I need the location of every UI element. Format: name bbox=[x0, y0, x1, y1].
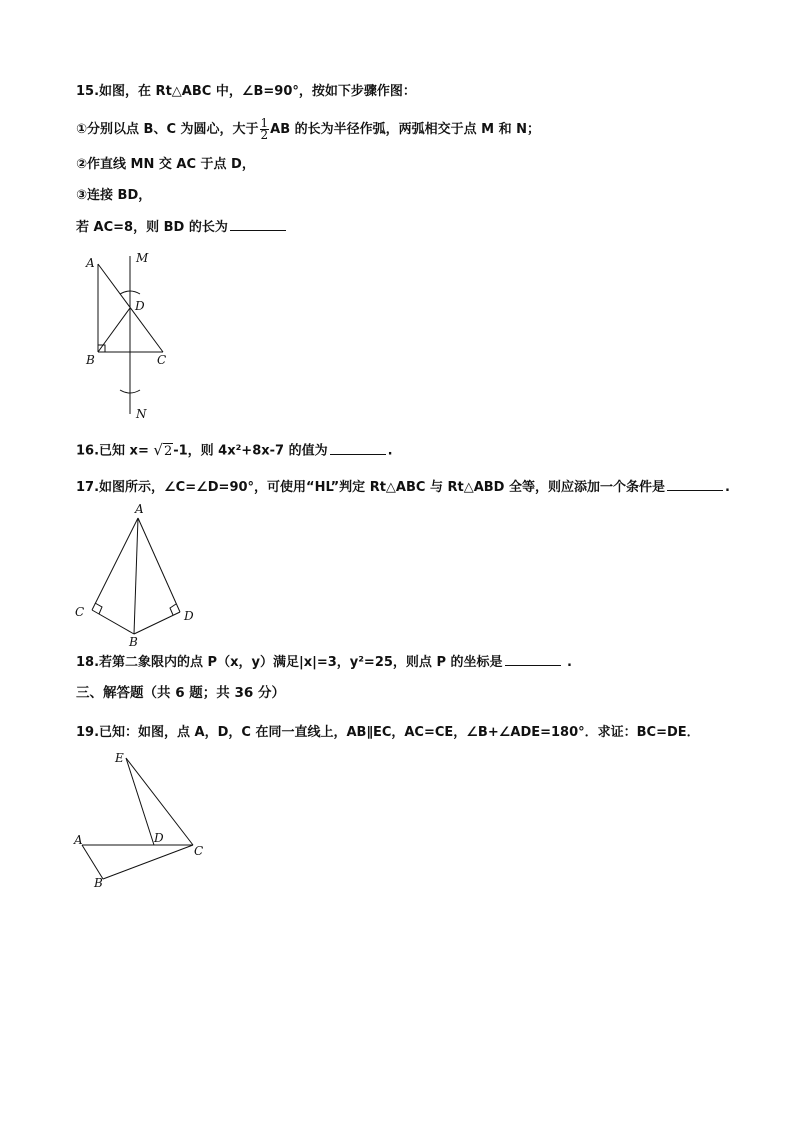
answer-blank[interactable] bbox=[667, 478, 723, 491]
label-m: M bbox=[136, 251, 149, 265]
segment-ad bbox=[138, 518, 180, 612]
label-n: N bbox=[136, 407, 147, 421]
q15-figure bbox=[80, 248, 170, 423]
q18-stem bbox=[76, 653, 572, 672]
sqrt-expression: √2 bbox=[153, 441, 173, 459]
q19-figure bbox=[70, 745, 220, 895]
q17-stem bbox=[76, 478, 730, 497]
label-a: A bbox=[135, 502, 144, 516]
q16-period: . bbox=[387, 443, 393, 459]
label-c: C bbox=[157, 353, 167, 367]
label-b: B bbox=[94, 876, 103, 890]
segment-ab bbox=[134, 518, 138, 634]
label-d: D bbox=[184, 609, 194, 623]
q17-period: . bbox=[725, 480, 730, 495]
fraction-numerator: 1 bbox=[260, 116, 269, 130]
label-d: D bbox=[135, 299, 145, 313]
segment-ed bbox=[126, 758, 154, 845]
label-c: C bbox=[194, 844, 204, 858]
segment-ac bbox=[92, 518, 138, 610]
label-a: A bbox=[74, 833, 83, 847]
right-angle-mark-d bbox=[170, 604, 176, 615]
q15-step1-text-a: ①分别以点 B、C 为圆心，大于 bbox=[76, 122, 259, 137]
radicand: 2 bbox=[163, 444, 173, 459]
q16-stem bbox=[76, 441, 393, 461]
answer-blank[interactable] bbox=[505, 653, 561, 666]
fraction-denominator: 2 bbox=[260, 128, 269, 142]
q15-stem: 15.如图，在 Rt△ABC 中，∠B=90°，按如下步骤作图： bbox=[76, 84, 416, 99]
label-a: A bbox=[86, 256, 95, 270]
label-b: B bbox=[129, 635, 138, 649]
q15-step1-text-b: AB 的长为半径作弧，两弧相交于点 M 和 N； bbox=[270, 122, 541, 137]
q18-period: . bbox=[567, 655, 572, 670]
q19-stem: 19.已知：如图，点 A，D，C 在同一直线上，AB∥EC，AC=CE，∠B+∠ADE=180°．求证：BC=DE． bbox=[76, 725, 700, 740]
label-b: B bbox=[86, 353, 95, 367]
q15-step3: ③连接 BD， bbox=[76, 188, 152, 203]
q17-figure bbox=[70, 500, 200, 650]
q17-text: 17.如图所示，∠C=∠D=90°，可使用“HL”判定 Rt△ABC 与 Rt△ABD 全等，则应添加一个条件是 bbox=[76, 480, 665, 495]
q15-step1 bbox=[76, 118, 540, 141]
fraction-one-half bbox=[260, 118, 270, 141]
segment-db bbox=[134, 612, 180, 634]
label-e: E bbox=[115, 751, 124, 765]
answer-blank[interactable] bbox=[230, 218, 286, 231]
segment-cb bbox=[92, 610, 134, 634]
label-c: C bbox=[75, 605, 85, 619]
segment-ab bbox=[82, 845, 103, 879]
segment-bc bbox=[103, 845, 193, 879]
q18-text: 18.若第二象限内的点 P（x，y）满足|x|=3，y²=25，则点 P 的坐标是 bbox=[76, 655, 503, 670]
q15-step2: ②作直线 MN 交 AC 于点 D， bbox=[76, 157, 255, 172]
q16-text-b: -1，则 4x²+8x-7 的值为 bbox=[173, 443, 328, 459]
q15-question-text: 若 AC=8，则 BD 的长为 bbox=[76, 220, 228, 235]
q15-question bbox=[76, 218, 288, 237]
answer-blank[interactable] bbox=[330, 442, 386, 455]
section-heading: 三、解答题（共 6 题；共 36 分） bbox=[76, 685, 285, 701]
label-d: D bbox=[154, 831, 164, 845]
q16-text-a: 16.已知 x= bbox=[76, 443, 149, 459]
